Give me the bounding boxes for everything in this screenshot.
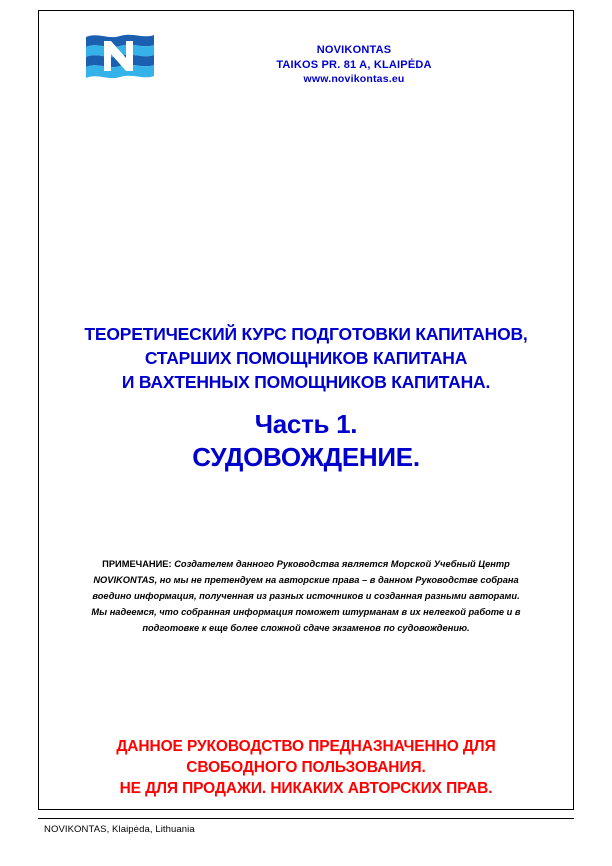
company-name: NOVIKONTAS [316, 44, 392, 56]
header-company-block [189, 43, 519, 87]
footer-divider [38, 818, 574, 819]
novikontas-logo [84, 31, 156, 81]
part-title [39, 408, 573, 474]
title-line-2: СТАРШИХ ПОМОЩНИКОВ КАПИТАНА [144, 348, 468, 368]
notice-line-3: НЕ ДЛЯ ПРОДАЖИ. НИКАКИХ АВТОРСКИХ ПРАВ. [119, 780, 493, 797]
company-website: www.novikontas.eu [303, 73, 405, 85]
note-paragraph [90, 556, 522, 636]
page-title [39, 322, 573, 394]
free-use-notice [39, 736, 573, 799]
document-header [39, 11, 573, 101]
title-line-1: ТЕОРЕТИЧЕСКИЙ КУРС ПОДГОТОВКИ КАПИТАНОВ, [84, 324, 528, 344]
note-label: ПРИМЕЧАНИЕ: [102, 559, 172, 569]
notice-line-2: СВОБОДНОГО ПОЛЬЗОВАНИЯ. [186, 759, 426, 776]
part-number: Часть 1. [254, 409, 358, 439]
notice-line-1: ДАННОЕ РУКОВОДСТВО ПРЕДНАЗНАЧЕННО ДЛЯ [116, 738, 496, 755]
note-text: Создателем данного Руководства является Морской Учебный Центр NOVIKONTAS, но мы не претендуем на авторские права – в данном Руководстве собрана воедино информация, полученная из разных источников и созданная разными авторами. Мы надеемся, что собранная информация поможет штурманам в их нелегкой работе и в подготовке к еще более сложной сдаче экзаменов по судовождению. [91, 559, 521, 633]
footer-text: NOVIKONTAS, Klaipėda, Lithuania [44, 824, 195, 835]
company-address: TAIKOS PR. 81 A, KLAIPĖDA [276, 58, 432, 71]
title-line-3: И ВАХТЕННЫХ ПОМОЩНИКОВ КАПИТАНА. [121, 372, 491, 392]
part-subject: СУДОВОЖДЕНИЕ. [192, 442, 420, 472]
